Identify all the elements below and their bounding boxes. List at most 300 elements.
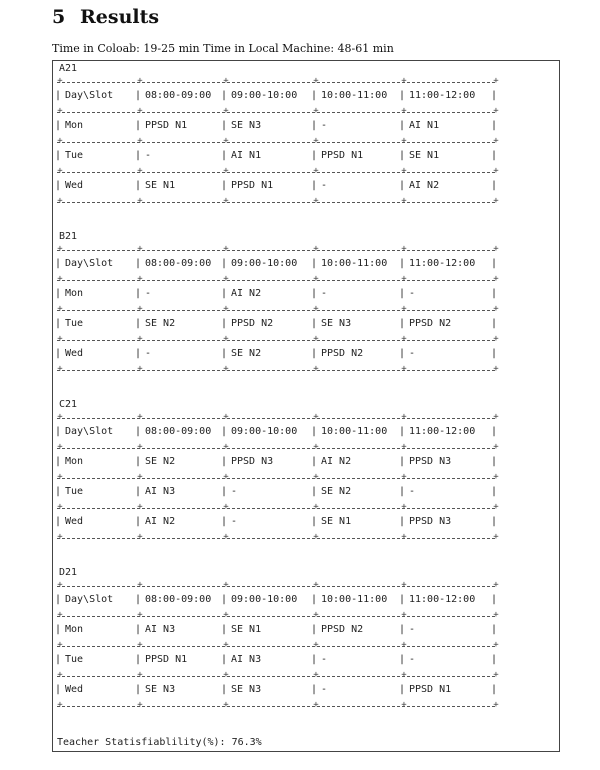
column-bar: |	[221, 654, 228, 665]
separator-corner: +	[57, 196, 63, 206]
table-row	[57, 653, 501, 667]
separator-corner: +	[313, 304, 319, 314]
separator-corner: +	[313, 472, 319, 482]
separator-corner: +	[223, 166, 229, 176]
column-bar: |	[491, 654, 498, 665]
separator-corner: +	[57, 136, 63, 146]
separator-corner: +	[493, 106, 499, 116]
header-cell: 10:00-11:00	[321, 426, 388, 437]
table-cell: Wed	[65, 684, 84, 695]
table-cell: PPSD N3	[409, 456, 452, 467]
table-separator	[57, 142, 495, 143]
column-bar: |	[399, 180, 406, 191]
section-heading	[52, 6, 159, 28]
separator-corner: +	[137, 442, 143, 452]
table-cell: PPSD N2	[321, 348, 364, 359]
table-separator	[57, 478, 495, 479]
table-cell: -	[409, 288, 416, 299]
column-bar: |	[491, 456, 498, 467]
table-cell: -	[409, 654, 416, 665]
separator-corner: +	[493, 244, 499, 254]
separator-corner: +	[401, 274, 407, 284]
separator-corner: +	[57, 580, 63, 590]
table-cell: PPSD N1	[321, 150, 364, 161]
table-label: C21	[59, 399, 78, 410]
table-header-row	[57, 257, 501, 271]
separator-corner: +	[313, 274, 319, 284]
table-header-row	[57, 425, 501, 439]
table-header-row	[57, 89, 501, 103]
column-bar: |	[399, 654, 406, 665]
table-cell: PPSD N2	[231, 318, 274, 329]
table-cell: Tue	[65, 150, 84, 161]
header-cell: 09:00-10:00	[231, 90, 298, 101]
table-label: D21	[59, 567, 78, 578]
table-cell: PPSD N2	[321, 624, 364, 635]
separator-corner: +	[313, 106, 319, 116]
column-bar: |	[221, 456, 228, 467]
separator-corner: +	[313, 640, 319, 650]
separator-corner: +	[493, 196, 499, 206]
table-cell: -	[321, 180, 328, 191]
header-cell: 11:00-12:00	[409, 90, 476, 101]
separator-corner: +	[137, 700, 143, 710]
header-cell: 09:00-10:00	[231, 258, 298, 269]
separator-corner: +	[401, 700, 407, 710]
column-bar: |	[135, 318, 142, 329]
column-bar: |	[55, 624, 62, 635]
table-separator	[57, 310, 495, 311]
separator-corner: +	[401, 472, 407, 482]
header-cell: 08:00-09:00	[145, 90, 212, 101]
table-cell: -	[409, 624, 416, 635]
column-bar: |	[55, 456, 62, 467]
table-cell: Wed	[65, 516, 84, 527]
column-bar: |	[399, 594, 406, 605]
separator-corner: +	[137, 580, 143, 590]
column-bar: |	[311, 318, 318, 329]
column-bar: |	[55, 348, 62, 359]
separator-corner: +	[137, 274, 143, 284]
table-cell: Mon	[65, 288, 84, 299]
separator-corner: +	[401, 502, 407, 512]
table-cell: AI N2	[321, 456, 352, 467]
separator-corner: +	[137, 166, 143, 176]
table-cell: -	[409, 348, 416, 359]
separator-corner: +	[493, 700, 499, 710]
table-separator	[57, 172, 495, 173]
separator-corner: +	[223, 304, 229, 314]
table-cell: SE N3	[231, 684, 262, 695]
header-cell: 08:00-09:00	[145, 426, 212, 437]
column-bar: |	[491, 348, 498, 359]
separator-corner: +	[313, 136, 319, 146]
section-number: 5	[52, 6, 66, 28]
column-bar: |	[311, 486, 318, 497]
column-bar: |	[135, 684, 142, 695]
table-header-row	[57, 593, 501, 607]
table-cell: PPSD N2	[409, 318, 452, 329]
separator-corner: +	[57, 304, 63, 314]
teacher-satisfiability: Teacher Statisfiablility(%): 76.3%	[57, 737, 262, 748]
header-cell: 09:00-10:00	[231, 426, 298, 437]
column-bar: |	[491, 486, 498, 497]
separator-corner: +	[137, 472, 143, 482]
table-cell: -	[321, 654, 328, 665]
table-cell: PPSD N1	[145, 120, 188, 131]
table-cell: -	[321, 120, 328, 131]
table-cell: SE N1	[231, 624, 262, 635]
separator-corner: +	[313, 364, 319, 374]
table-separator	[57, 250, 495, 251]
separator-corner: +	[493, 532, 499, 542]
column-bar: |	[311, 594, 318, 605]
table-separator	[57, 418, 495, 419]
separator-corner: +	[223, 580, 229, 590]
table-cell: -	[231, 516, 238, 527]
table-cell: AI N3	[145, 486, 176, 497]
column-bar: |	[55, 180, 62, 191]
column-bar: |	[221, 180, 228, 191]
separator-corner: +	[137, 610, 143, 620]
header-cell: Day\Slot	[65, 426, 114, 437]
separator-corner: +	[223, 502, 229, 512]
table-separator	[57, 616, 495, 617]
separator-corner: +	[401, 442, 407, 452]
column-bar: |	[311, 180, 318, 191]
header-cell: 09:00-10:00	[231, 594, 298, 605]
column-bar: |	[311, 654, 318, 665]
table-cell: AI N2	[145, 516, 176, 527]
column-bar: |	[221, 258, 228, 269]
column-bar: |	[399, 486, 406, 497]
column-bar: |	[55, 120, 62, 131]
separator-corner: +	[223, 700, 229, 710]
separator-corner: +	[223, 244, 229, 254]
separator-corner: +	[137, 412, 143, 422]
column-bar: |	[399, 456, 406, 467]
column-bar: |	[135, 516, 142, 527]
separator-corner: +	[57, 334, 63, 344]
table-row	[57, 683, 501, 697]
separator-corner: +	[137, 364, 143, 374]
separator-corner: +	[401, 334, 407, 344]
separator-corner: +	[57, 640, 63, 650]
column-bar: |	[55, 654, 62, 665]
separator-corner: +	[493, 274, 499, 284]
header-cell: 08:00-09:00	[145, 258, 212, 269]
separator-corner: +	[57, 412, 63, 422]
separator-corner: +	[57, 364, 63, 374]
column-bar: |	[399, 150, 406, 161]
separator-corner: +	[493, 304, 499, 314]
column-bar: |	[399, 426, 406, 437]
column-bar: |	[491, 150, 498, 161]
header-cell: 10:00-11:00	[321, 594, 388, 605]
column-bar: |	[491, 120, 498, 131]
timing-line: Time in Coloab: 19-25 min Time in Local Machine: 48-61 min	[52, 42, 394, 55]
table-cell: Tue	[65, 318, 84, 329]
column-bar: |	[491, 624, 498, 635]
column-bar: |	[221, 426, 228, 437]
separator-corner: +	[493, 580, 499, 590]
separator-corner: +	[313, 610, 319, 620]
separator-corner: +	[223, 106, 229, 116]
separator-corner: +	[401, 412, 407, 422]
column-bar: |	[311, 456, 318, 467]
table-cell: SE N3	[321, 318, 352, 329]
separator-corner: +	[401, 166, 407, 176]
header-cell: Day\Slot	[65, 258, 114, 269]
separator-corner: +	[493, 640, 499, 650]
output-box	[52, 60, 560, 752]
separator-corner: +	[137, 136, 143, 146]
separator-corner: +	[57, 502, 63, 512]
separator-corner: +	[223, 364, 229, 374]
separator-corner: +	[401, 640, 407, 650]
column-bar: |	[311, 90, 318, 101]
separator-corner: +	[313, 196, 319, 206]
separator-corner: +	[57, 532, 63, 542]
separator-corner: +	[137, 670, 143, 680]
separator-corner: +	[137, 640, 143, 650]
table-cell: SE N3	[231, 120, 262, 131]
header-cell: 11:00-12:00	[409, 426, 476, 437]
column-bar: |	[221, 120, 228, 131]
column-bar: |	[491, 288, 498, 299]
table-cell: AI N1	[409, 120, 440, 131]
column-bar: |	[221, 516, 228, 527]
separator-corner: +	[493, 76, 499, 86]
table-separator	[57, 538, 495, 539]
column-bar: |	[55, 516, 62, 527]
separator-corner: +	[223, 274, 229, 284]
table-separator	[57, 112, 495, 113]
column-bar: |	[221, 684, 228, 695]
header-cell: 08:00-09:00	[145, 594, 212, 605]
table-cell: AI N1	[231, 150, 262, 161]
separator-corner: +	[57, 166, 63, 176]
table-separator	[57, 280, 495, 281]
table-separator	[57, 340, 495, 341]
separator-corner: +	[313, 442, 319, 452]
table-cell: AI N3	[145, 624, 176, 635]
separator-corner: +	[401, 76, 407, 86]
table-row	[57, 317, 501, 331]
column-bar: |	[55, 150, 62, 161]
table-cell: -	[231, 486, 238, 497]
column-bar: |	[55, 594, 62, 605]
table-cell: Mon	[65, 624, 84, 635]
table-cell: -	[321, 684, 328, 695]
separator-corner: +	[493, 670, 499, 680]
separator-corner: +	[493, 442, 499, 452]
separator-corner: +	[57, 610, 63, 620]
table-label: B21	[59, 231, 78, 242]
column-bar: |	[221, 318, 228, 329]
separator-corner: +	[223, 334, 229, 344]
column-bar: |	[311, 426, 318, 437]
separator-corner: +	[401, 304, 407, 314]
column-bar: |	[135, 258, 142, 269]
header-cell: 10:00-11:00	[321, 258, 388, 269]
separator-corner: +	[493, 412, 499, 422]
header-cell: 10:00-11:00	[321, 90, 388, 101]
table-separator	[57, 646, 495, 647]
table-separator	[57, 448, 495, 449]
table-cell: AI N2	[409, 180, 440, 191]
table-cell: SE N2	[145, 456, 176, 467]
table-cell: SE N1	[321, 516, 352, 527]
column-bar: |	[55, 684, 62, 695]
header-cell: 11:00-12:00	[409, 594, 476, 605]
column-bar: |	[221, 486, 228, 497]
column-bar: |	[311, 348, 318, 359]
table-row	[57, 149, 501, 163]
separator-corner: +	[223, 670, 229, 680]
table-cell: PPSD N3	[231, 456, 274, 467]
table-separator	[57, 706, 495, 707]
column-bar: |	[221, 90, 228, 101]
table-cell: PPSD N1	[145, 654, 188, 665]
table-row	[57, 455, 501, 469]
column-bar: |	[135, 624, 142, 635]
separator-corner: +	[493, 502, 499, 512]
table-label: A21	[59, 63, 78, 74]
column-bar: |	[311, 120, 318, 131]
separator-corner: +	[313, 244, 319, 254]
separator-corner: +	[313, 580, 319, 590]
table-cell: AI N3	[231, 654, 262, 665]
table-cell: -	[409, 486, 416, 497]
column-bar: |	[135, 90, 142, 101]
column-bar: |	[399, 624, 406, 635]
column-bar: |	[135, 594, 142, 605]
column-bar: |	[55, 486, 62, 497]
column-bar: |	[311, 516, 318, 527]
separator-corner: +	[493, 472, 499, 482]
column-bar: |	[311, 684, 318, 695]
table-row	[57, 179, 501, 193]
column-bar: |	[135, 180, 142, 191]
separator-corner: +	[401, 106, 407, 116]
separator-corner: +	[401, 670, 407, 680]
separator-corner: +	[401, 136, 407, 146]
separator-corner: +	[57, 244, 63, 254]
separator-corner: +	[493, 364, 499, 374]
separator-corner: +	[137, 304, 143, 314]
separator-corner: +	[57, 106, 63, 116]
separator-corner: +	[137, 502, 143, 512]
separator-corner: +	[223, 76, 229, 86]
column-bar: |	[135, 288, 142, 299]
table-row	[57, 119, 501, 133]
section-title: Results	[80, 6, 160, 28]
separator-corner: +	[137, 196, 143, 206]
table-cell: Mon	[65, 456, 84, 467]
table-cell: PPSD N1	[409, 684, 452, 695]
separator-corner: +	[137, 532, 143, 542]
table-cell: Wed	[65, 180, 84, 191]
separator-corner: +	[313, 670, 319, 680]
table-row	[57, 515, 501, 529]
table-cell: AI N2	[231, 288, 262, 299]
separator-corner: +	[313, 412, 319, 422]
separator-corner: +	[137, 334, 143, 344]
table-separator	[57, 586, 495, 587]
table-cell: SE N2	[145, 318, 176, 329]
table-cell: SE N2	[231, 348, 262, 359]
table-row	[57, 623, 501, 637]
table-separator	[57, 82, 495, 83]
column-bar: |	[55, 288, 62, 299]
header-cell: 11:00-12:00	[409, 258, 476, 269]
separator-corner: +	[223, 610, 229, 620]
column-bar: |	[399, 516, 406, 527]
column-bar: |	[399, 120, 406, 131]
separator-corner: +	[223, 196, 229, 206]
table-cell: Wed	[65, 348, 84, 359]
separator-corner: +	[313, 76, 319, 86]
table-cell: Mon	[65, 120, 84, 131]
table-row	[57, 485, 501, 499]
column-bar: |	[491, 318, 498, 329]
separator-corner: +	[137, 106, 143, 116]
column-bar: |	[491, 684, 498, 695]
column-bar: |	[221, 594, 228, 605]
column-bar: |	[221, 348, 228, 359]
separator-corner: +	[223, 412, 229, 422]
column-bar: |	[221, 288, 228, 299]
column-bar: |	[55, 258, 62, 269]
separator-corner: +	[57, 472, 63, 482]
table-separator	[57, 370, 495, 371]
column-bar: |	[135, 120, 142, 131]
separator-corner: +	[401, 196, 407, 206]
header-cell: Day\Slot	[65, 594, 114, 605]
column-bar: |	[491, 180, 498, 191]
table-row	[57, 287, 501, 301]
column-bar: |	[221, 150, 228, 161]
column-bar: |	[311, 624, 318, 635]
column-bar: |	[491, 90, 498, 101]
table-cell: SE N2	[321, 486, 352, 497]
separator-corner: +	[57, 76, 63, 86]
column-bar: |	[399, 288, 406, 299]
header-cell: Day\Slot	[65, 90, 114, 101]
column-bar: |	[399, 348, 406, 359]
table-cell: -	[321, 288, 328, 299]
column-bar: |	[399, 258, 406, 269]
table-cell: SE N1	[409, 150, 440, 161]
separator-corner: +	[493, 136, 499, 146]
separator-corner: +	[493, 166, 499, 176]
table-row	[57, 347, 501, 361]
table-cell: -	[145, 150, 152, 161]
table-cell: -	[145, 348, 152, 359]
separator-corner: +	[223, 532, 229, 542]
column-bar: |	[55, 90, 62, 101]
column-bar: |	[311, 288, 318, 299]
separator-corner: +	[57, 670, 63, 680]
column-bar: |	[135, 654, 142, 665]
table-separator	[57, 508, 495, 509]
table-separator	[57, 202, 495, 203]
column-bar: |	[221, 624, 228, 635]
separator-corner: +	[313, 166, 319, 176]
separator-corner: +	[401, 580, 407, 590]
separator-corner: +	[223, 640, 229, 650]
